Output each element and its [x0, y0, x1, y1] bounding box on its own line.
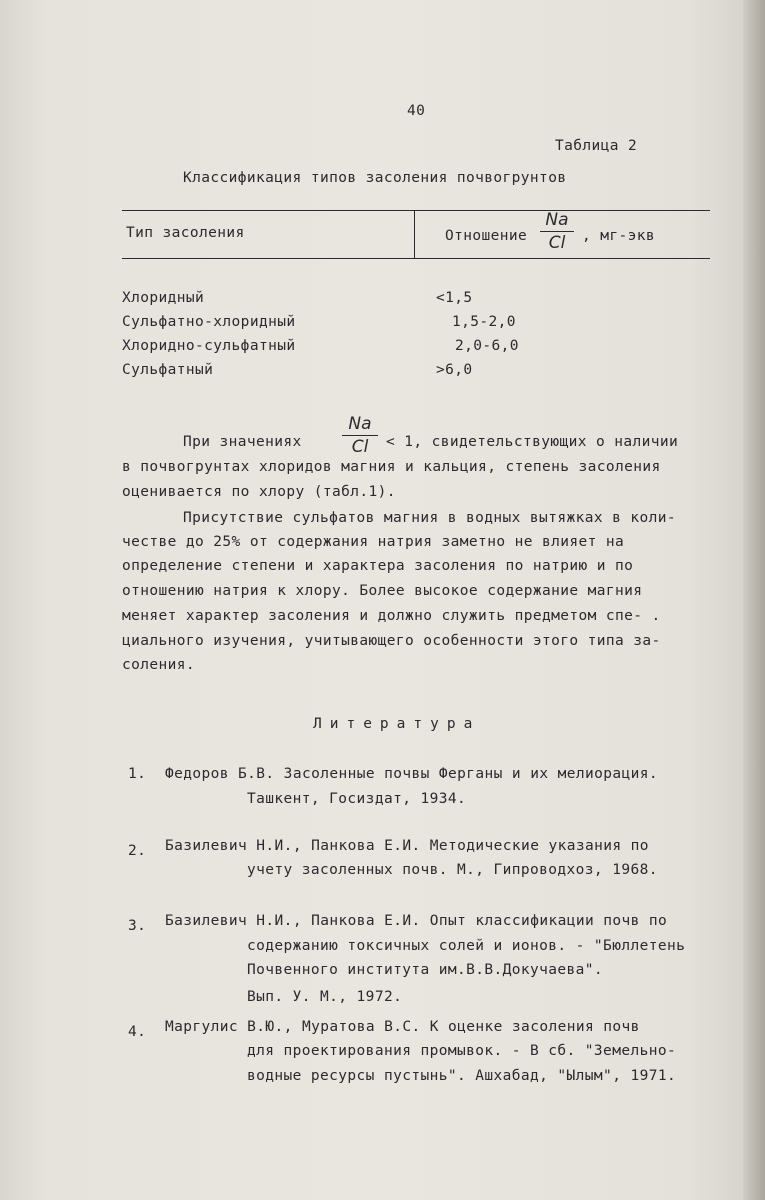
- table-header-rule: [122, 258, 710, 259]
- table-header-ratio-suffix: , мг-экв: [582, 228, 656, 244]
- reference-line: Почвенного института им.В.В.Докучаева".: [247, 962, 604, 978]
- paragraph2-line: циального изучения, учитывающего особенности этого типа за-: [122, 633, 661, 649]
- reference-line: Базилевич Н.И., Панкова Е.И. Опыт классификации почв по: [165, 913, 668, 929]
- paragraph2-line: меняет характер засоления и должно служить предметом спе- .: [122, 608, 661, 624]
- table-title: Классификация типов засоления почвогрунтов: [183, 170, 567, 186]
- table-header-ratio-fraction: [540, 210, 574, 253]
- paragraph1-line: в почвогрунтах хлоридов магния и кальция, степень засоления: [122, 459, 661, 475]
- table-column-divider: [414, 210, 415, 259]
- reference-number: 1.: [128, 766, 147, 782]
- paragraph1-fraction: [342, 414, 378, 457]
- table-row-ratio: <1,5: [436, 290, 473, 306]
- table-row-type: Хлоридный: [122, 290, 205, 306]
- fraction-bar: [540, 231, 574, 232]
- reference-line: Вып. У. М., 1972.: [247, 989, 403, 1005]
- reference-number: 2.: [128, 843, 147, 859]
- paragraph2-line: отношению натрия к хлору. Более высокое содержание магния: [122, 583, 643, 599]
- table-row-type: Сульфатно-хлоридный: [122, 314, 296, 330]
- paragraph2-line: честве до 25% от содержания натрия заметно не влияет на: [122, 534, 625, 550]
- reference-line: Ташкент, Госиздат, 1934.: [247, 791, 467, 807]
- table-header-type: Тип засоления: [126, 225, 245, 241]
- table-row-ratio: 2,0-6,0: [455, 338, 519, 354]
- reference-line: учету засоленных почв. М., Гипроводхоз, 1968.: [247, 862, 658, 878]
- references-heading: Литература: [313, 716, 481, 732]
- paragraph2-line: соления.: [122, 657, 196, 673]
- table-header-ratio-prefix: Отношение: [445, 228, 528, 244]
- fraction-bar: [342, 435, 378, 436]
- paragraph2-line: Присутствие сульфатов магния в водных вытяжках в коли-: [183, 510, 677, 526]
- table-row-ratio: >6,0: [436, 362, 473, 378]
- fraction-denominator: Cl: [351, 437, 369, 457]
- reference-line: для проектирования промывок. - В сб. "Земельно-: [247, 1043, 677, 1059]
- paragraph1-prefix: При значениях: [183, 434, 302, 450]
- paragraph2-line: определение степени и характера засоления по натрию и по: [122, 558, 634, 574]
- reference-line: Федоров Б.В. Засоленные почвы Ферганы и их мелиорация.: [165, 766, 659, 782]
- table-label: Таблица 2: [555, 138, 638, 154]
- reference-line: Базилевич Н.И., Панкова Е.И. Методические указания по: [165, 838, 649, 854]
- paragraph1-after-fraction: < 1, свидетельствующих о наличии: [386, 434, 679, 450]
- reference-line: Маргулис В.Ю., Муратова В.С. К оценке засоления почв: [165, 1019, 640, 1035]
- fraction-denominator: Cl: [548, 233, 566, 253]
- fraction-numerator: Na: [348, 414, 372, 434]
- page-number: 40: [407, 103, 426, 119]
- page-edge: [743, 0, 765, 1200]
- table-top-rule: [122, 210, 710, 211]
- reference-line: содержанию токсичных солей и ионов. - "Бюллетень: [247, 938, 686, 954]
- reference-line: водные ресурсы пустынь". Ашхабад, "Ылым", 1971.: [247, 1068, 677, 1084]
- paragraph1-line: оценивается по хлору (табл.1).: [122, 484, 396, 500]
- reference-number: 3.: [128, 918, 147, 934]
- table-row-type: Хлоридно-сульфатный: [122, 338, 296, 354]
- fraction-numerator: Na: [545, 210, 569, 230]
- table-row-type: Сульфатный: [122, 362, 214, 378]
- reference-number: 4.: [128, 1024, 147, 1040]
- table-row-ratio: 1,5-2,0: [452, 314, 516, 330]
